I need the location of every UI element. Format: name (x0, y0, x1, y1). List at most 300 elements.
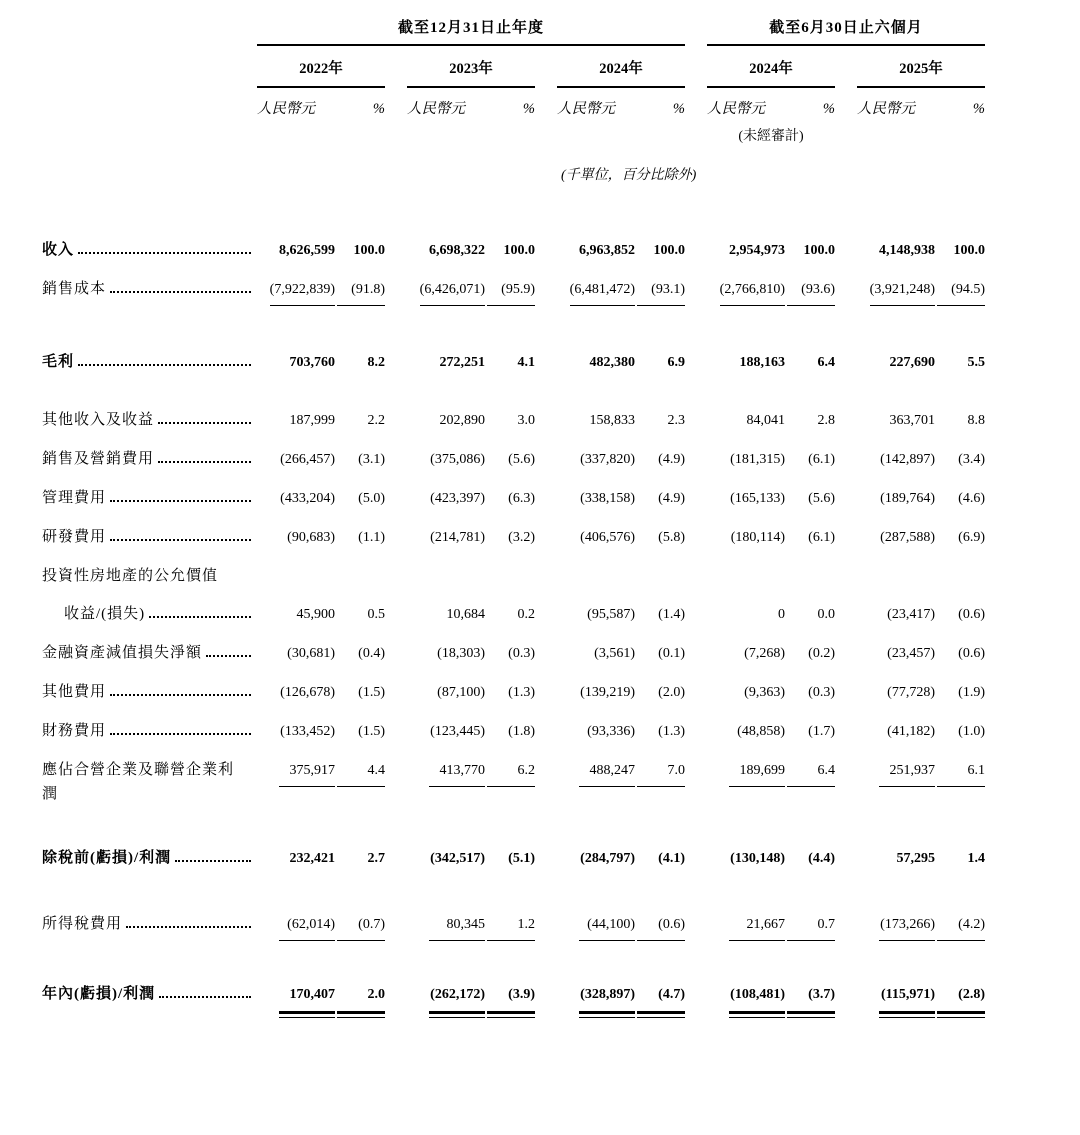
row-label-cell (42, 758, 257, 806)
amount-value-cell (707, 409, 785, 433)
amount-value-cell (257, 278, 335, 306)
amount-value-cell (257, 603, 335, 627)
row-label: 財務費用 (42, 723, 107, 739)
cell-value: 2,954,973 (729, 243, 785, 258)
percent-value-cell (935, 983, 985, 1014)
cell-value: (284,797) (580, 851, 635, 866)
cell-value: (181,315) (730, 452, 785, 467)
cell-value: (62,014) (279, 913, 335, 941)
cell-value: 100.0 (653, 243, 685, 258)
dot-leader (110, 291, 251, 293)
cell-value: (1.7) (808, 724, 835, 739)
row-label-cell (42, 719, 257, 743)
percent-value-cell (785, 720, 835, 744)
cell-value: (0.2) (808, 646, 835, 661)
percent-value-cell (485, 351, 535, 375)
amount-value-cell (557, 239, 635, 263)
amount-value-cell (857, 603, 935, 627)
percent-value-cell (635, 487, 685, 511)
amount-value-cell (407, 278, 485, 306)
cell-value: 158,833 (589, 413, 635, 428)
cell-value: 375,917 (279, 759, 335, 787)
cell-value: (5.8) (658, 530, 685, 545)
year-header-row (42, 57, 1080, 88)
cell-value: (1.3) (508, 685, 535, 700)
cell-value: 8.2 (367, 355, 385, 370)
cell-value: (1.5) (358, 685, 385, 700)
percent-value-cell (785, 239, 835, 263)
amount-value-cell (557, 847, 635, 871)
amount-value-cell (407, 409, 485, 433)
amount-value-cell (557, 278, 635, 306)
cell-value: (266,457) (280, 452, 335, 467)
percent-value-cell (935, 526, 985, 550)
cell-value: (126,678) (280, 685, 335, 700)
cell-value: (6.9) (958, 530, 985, 545)
subheader-row (42, 97, 1080, 118)
amount-value-cell (257, 351, 335, 375)
cell-value: 57,295 (896, 851, 935, 866)
cell-value: (0.1) (658, 646, 685, 661)
percent-value-cell (935, 847, 985, 871)
cell-value: 4,148,938 (879, 243, 935, 258)
amount-value-cell (857, 278, 935, 306)
cell-value: 482,380 (589, 355, 635, 370)
amount-value-cell (557, 913, 635, 941)
cell-value: (108,481) (729, 983, 785, 1014)
cell-value: (4.9) (658, 491, 685, 506)
table-row (42, 982, 1080, 1014)
cell-value: (5.1) (508, 851, 535, 866)
cell-value: 0.2 (517, 607, 535, 622)
percent-value-cell (635, 847, 685, 871)
percent-value-cell (485, 720, 535, 744)
cell-value: 232,421 (289, 851, 335, 866)
table-row (42, 447, 1080, 472)
cell-value: (406,576) (580, 530, 635, 545)
percent-value-cell (485, 759, 535, 787)
cell-value: (18,303) (437, 646, 485, 661)
cell-value: (173,266) (879, 913, 935, 941)
currency-label: 人民幣元 (407, 101, 465, 117)
cell-value: (2.0) (658, 685, 685, 700)
row-label: 除稅前(虧損)/利潤 (42, 850, 172, 866)
row-label: 管理費用 (42, 490, 107, 506)
cell-value: (0.6) (958, 646, 985, 661)
percent-value-cell (635, 759, 685, 787)
row-label-cell (42, 912, 257, 936)
cell-value: 8,626,599 (279, 243, 335, 258)
cell-value: (90,683) (287, 530, 335, 545)
cell-value: (1.4) (658, 607, 685, 622)
amount-value-cell (407, 603, 485, 627)
percent-value-cell (635, 642, 685, 666)
amount-value-cell (557, 759, 635, 787)
table-row (42, 238, 1080, 263)
amount-value-cell (857, 847, 935, 871)
amount-value-cell (707, 847, 785, 871)
year-2023-header: 2023年 (407, 57, 535, 88)
cell-value: 4.1 (517, 355, 535, 370)
cell-value: (433,204) (280, 491, 335, 506)
cell-value: (423,397) (430, 491, 485, 506)
row-label-cell (42, 408, 257, 432)
percent-value-cell (635, 720, 685, 744)
amount-value-cell (707, 720, 785, 744)
amount-value-cell (557, 983, 635, 1014)
cell-value: (337,820) (580, 452, 635, 467)
year-2024-interim-header: 2024年 (707, 57, 835, 88)
row-label: 收益/(損失) (64, 606, 146, 622)
dot-leader (110, 539, 251, 541)
cell-value: 251,937 (879, 759, 935, 787)
dot-leader (78, 364, 251, 366)
row-label-cell (42, 447, 257, 471)
dot-leader (175, 860, 251, 862)
percent-value-cell (785, 913, 835, 941)
amount-value-cell (857, 526, 935, 550)
cell-value: 10,684 (446, 607, 485, 622)
cell-value: (9,363) (744, 685, 785, 700)
cell-value: 0 (778, 607, 785, 622)
cell-value: (2,766,810) (720, 278, 785, 306)
row-label: 應佔合營企業及聯營企業利潤 (42, 762, 235, 802)
percent-value-cell (485, 603, 535, 627)
amount-value-cell (857, 720, 935, 744)
amount-value-cell (707, 913, 785, 941)
cell-value: (7,268) (744, 646, 785, 661)
amount-value-cell (707, 239, 785, 263)
amount-value-cell (557, 642, 635, 666)
amount-value-cell (857, 351, 935, 375)
cell-value: (41,182) (887, 724, 935, 739)
cell-value: (6.3) (508, 491, 535, 506)
units-note-row (42, 152, 1080, 184)
amount-value-cell (407, 448, 485, 472)
cell-value: 1.2 (487, 913, 535, 941)
cell-value: (115,971) (879, 983, 935, 1014)
cell-value: (7,922,839) (270, 278, 335, 306)
cell-value: (3.7) (787, 983, 835, 1014)
row-label-cell (42, 238, 257, 262)
cell-value: (6,481,472) (570, 278, 635, 306)
cell-value: (3,561) (594, 646, 635, 661)
amount-value-cell (257, 913, 335, 941)
amount-value-cell (407, 983, 485, 1014)
percent-value-cell (485, 487, 535, 511)
amount-value-cell (257, 526, 335, 550)
percent-value-cell (785, 983, 835, 1014)
percent-value-cell (635, 603, 685, 627)
cell-value: 21,667 (729, 913, 785, 941)
year-2022-header: 2022年 (257, 57, 385, 88)
cell-value: (95,587) (587, 607, 635, 622)
dot-leader (158, 461, 251, 463)
amount-value-cell (407, 720, 485, 744)
cell-value: 2.3 (667, 413, 685, 428)
currency-label: 人民幣元 (707, 101, 765, 117)
amount-value-cell (557, 526, 635, 550)
percent-value-cell (335, 603, 385, 627)
row-label-cell (42, 641, 257, 665)
amount-value-cell (407, 913, 485, 941)
cell-value: 6.1 (937, 759, 985, 787)
cell-value: 703,760 (289, 355, 335, 370)
table-row (42, 602, 1080, 627)
cell-value: 8.8 (967, 413, 985, 428)
cell-value: 3.0 (517, 413, 535, 428)
cell-value: 100.0 (353, 243, 385, 258)
percent-value-cell (785, 681, 835, 705)
cell-value: (130,148) (730, 851, 785, 866)
amount-value-cell (557, 681, 635, 705)
amount-value-cell (257, 681, 335, 705)
amount-value-cell (407, 681, 485, 705)
percent-label: % (972, 101, 985, 117)
amount-value-cell (257, 487, 335, 511)
percent-value-cell (935, 720, 985, 744)
amount-value-cell (707, 487, 785, 511)
amount-value-cell (707, 278, 785, 306)
units-note: (千單位，百分比除外) (561, 168, 697, 183)
amount-value-cell (407, 759, 485, 787)
cell-value: 6,698,322 (429, 243, 485, 258)
cell-value: (4.2) (937, 913, 985, 941)
row-label-cell (42, 486, 257, 510)
cell-value: (3.2) (508, 530, 535, 545)
cell-value: (133,452) (280, 724, 335, 739)
dot-leader (158, 422, 251, 424)
percent-value-cell (485, 526, 535, 550)
percent-value-cell (485, 847, 535, 871)
cell-value: (214,781) (430, 530, 485, 545)
amount-value-cell (407, 351, 485, 375)
cell-value: (4.9) (658, 452, 685, 467)
cell-value: (189,764) (880, 491, 935, 506)
cell-value: (0.7) (337, 913, 385, 941)
cell-value: (5.6) (808, 491, 835, 506)
cell-value: 2.8 (817, 413, 835, 428)
cell-value: (1.9) (958, 685, 985, 700)
percent-label: % (822, 101, 835, 117)
percent-value-cell (335, 847, 385, 871)
percent-value-cell (785, 278, 835, 306)
row-label: 毛利 (42, 354, 75, 370)
cell-value: (6,426,071) (420, 278, 485, 306)
percent-value-cell (635, 448, 685, 472)
amount-value-cell (857, 913, 935, 941)
percent-value-cell (335, 642, 385, 666)
percent-value-cell (485, 278, 535, 306)
cell-value: 202,890 (439, 413, 485, 428)
cell-value: 227,690 (889, 355, 935, 370)
cell-value: (1.3) (658, 724, 685, 739)
amount-value-cell (557, 487, 635, 511)
amount-value-cell (557, 603, 635, 627)
cell-value: 80,345 (429, 913, 485, 941)
table-row (42, 846, 1080, 871)
percent-value-cell (485, 239, 535, 263)
percent-value-cell (335, 913, 385, 941)
cell-value: (2.8) (937, 983, 985, 1014)
amount-value-cell (857, 681, 935, 705)
table-row (42, 641, 1080, 666)
row-label: 銷售成本 (42, 281, 107, 297)
cell-value: 187,999 (289, 413, 335, 428)
amount-value-cell (407, 526, 485, 550)
amount-value-cell (707, 642, 785, 666)
table-body (42, 238, 1080, 1014)
amount-value-cell (857, 983, 935, 1014)
annual-period-header: 截至12月31日止年度 (257, 16, 685, 46)
percent-value-cell (335, 351, 385, 375)
cell-value: (93.6) (787, 278, 835, 306)
amount-value-cell (257, 642, 335, 666)
percent-value-cell (935, 759, 985, 787)
cell-value: (95.9) (487, 278, 535, 306)
percent-value-cell (935, 448, 985, 472)
dot-leader (78, 252, 251, 254)
cell-value: (375,086) (430, 452, 485, 467)
percent-value-cell (935, 409, 985, 433)
cell-value: (23,417) (887, 607, 935, 622)
percent-value-cell (935, 603, 985, 627)
amount-value-cell (707, 351, 785, 375)
table-row (42, 912, 1080, 941)
cell-value: 413,770 (429, 759, 485, 787)
row-label: 其他收入及收益 (42, 412, 155, 428)
amount-value-cell (407, 239, 485, 263)
dot-leader (126, 926, 251, 928)
cell-value: (48,858) (737, 724, 785, 739)
cell-value: (3,921,248) (870, 278, 935, 306)
currency-label: 人民幣元 (857, 101, 915, 117)
cell-value: 188,163 (739, 355, 785, 370)
percent-value-cell (335, 278, 385, 306)
cell-value: 189,699 (729, 759, 785, 787)
amount-value-cell (857, 239, 935, 263)
amount-value-cell (557, 720, 635, 744)
percent-value-cell (935, 642, 985, 666)
amount-value-cell (557, 409, 635, 433)
percent-value-cell (785, 448, 835, 472)
cell-value: (4.6) (958, 491, 985, 506)
percent-value-cell (785, 487, 835, 511)
percent-value-cell (635, 681, 685, 705)
cell-value: 6.2 (487, 759, 535, 787)
cell-value: 0.5 (367, 607, 385, 622)
year-2024-header: 2024年 (557, 57, 685, 88)
cell-value: (262,172) (429, 983, 485, 1014)
percent-value-cell (335, 487, 385, 511)
cell-value: (1.5) (358, 724, 385, 739)
cell-value: 2.0 (337, 983, 385, 1014)
row-label: 金融資產減值損失淨額 (42, 645, 203, 661)
percent-value-cell (785, 759, 835, 787)
cell-value: (1.0) (958, 724, 985, 739)
percent-value-cell (935, 351, 985, 375)
cell-value: (328,897) (579, 983, 635, 1014)
amount-value-cell (857, 487, 935, 511)
table-row (42, 350, 1080, 375)
cell-value: 84,041 (746, 413, 785, 428)
amount-value-cell (857, 409, 935, 433)
percent-label: % (372, 101, 385, 117)
cell-value: (6.1) (808, 452, 835, 467)
percent-value-cell (335, 720, 385, 744)
cell-value: 2.7 (367, 851, 385, 866)
amount-value-cell (707, 759, 785, 787)
unaudited-note: (未經審計) (738, 129, 804, 144)
amount-value-cell (857, 759, 935, 787)
percent-value-cell (935, 487, 985, 511)
cell-value: 100.0 (803, 243, 835, 258)
percent-value-cell (635, 526, 685, 550)
amount-value-cell (557, 448, 635, 472)
percent-value-cell (785, 847, 835, 871)
row-label: 收入 (42, 242, 75, 258)
percent-value-cell (335, 239, 385, 263)
row-label-cell (42, 350, 257, 374)
row-label: 銷售及營銷費用 (42, 451, 155, 467)
cell-value: (180,114) (730, 530, 785, 545)
cell-value: (91.8) (337, 278, 385, 306)
cell-value: (342,517) (430, 851, 485, 866)
cell-value: (0.3) (508, 646, 535, 661)
year-2025-interim-header: 2025年 (857, 57, 985, 88)
row-label-cell (42, 680, 257, 704)
cell-value: (123,445) (430, 724, 485, 739)
cell-value: (4.1) (658, 851, 685, 866)
amount-value-cell (707, 526, 785, 550)
amount-value-cell (407, 642, 485, 666)
table-row (42, 758, 1080, 806)
dot-leader (159, 996, 251, 998)
amount-value-cell (257, 847, 335, 871)
cell-value: (93.1) (637, 278, 685, 306)
percent-value-cell (935, 278, 985, 306)
percent-label: % (672, 101, 685, 117)
cell-value: (165,133) (730, 491, 785, 506)
cell-value: (23,457) (887, 646, 935, 661)
table-row (42, 680, 1080, 705)
percent-value-cell (485, 642, 535, 666)
dot-leader (110, 733, 251, 735)
amount-value-cell (857, 642, 935, 666)
percent-value-cell (635, 351, 685, 375)
cell-value: (142,897) (880, 452, 935, 467)
amount-value-cell (707, 448, 785, 472)
table-row (42, 525, 1080, 550)
cell-value: 100.0 (953, 243, 985, 258)
percent-label: % (522, 101, 535, 117)
table-row (42, 486, 1080, 511)
cell-value: (77,728) (887, 685, 935, 700)
interim-period-header: 截至6月30日止六個月 (707, 16, 985, 46)
percent-value-cell (935, 681, 985, 705)
cell-value: (338,158) (580, 491, 635, 506)
table-row (42, 564, 1080, 588)
cell-value: (287,588) (880, 530, 935, 545)
percent-value-cell (485, 409, 535, 433)
row-label-cell (42, 602, 257, 626)
cell-value: 363,701 (889, 413, 935, 428)
percent-value-cell (785, 642, 835, 666)
row-label: 其他費用 (42, 684, 107, 700)
percent-value-cell (785, 603, 835, 627)
amount-value-cell (857, 448, 935, 472)
table-row (42, 408, 1080, 433)
